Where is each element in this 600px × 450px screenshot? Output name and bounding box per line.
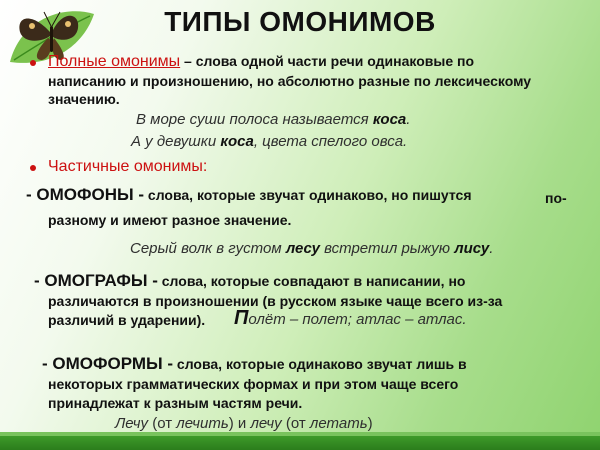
bullet-partial <box>30 165 36 171</box>
ex-text: А у девушки <box>131 133 221 150</box>
homoforms-def-line1: слова, которые одинаково звучат лишь в <box>176 356 467 372</box>
ex-text: лечить <box>176 415 229 432</box>
ex-text: (от <box>281 415 310 432</box>
ex-text: ) и <box>228 415 251 432</box>
full-definition <box>48 52 598 71</box>
full-def-line3: значению. <box>48 91 120 107</box>
homographs-def-line2: различаются в произношении (в русском языке чаще всего из-за <box>48 293 503 309</box>
ex-word: лису <box>454 240 490 257</box>
ex-text: ) <box>367 415 373 432</box>
ex-text: , цвета спелого овса. <box>253 133 408 150</box>
bullet-full <box>30 60 36 66</box>
homoforms-example <box>115 415 373 433</box>
homophones-line1 <box>26 186 472 204</box>
full-example-1 <box>136 111 410 129</box>
ex-text: . <box>489 240 494 257</box>
ex-word: коса <box>372 111 407 128</box>
ex-dropcap: П <box>234 307 249 329</box>
homophones-def-line1: слова, которые звучат одинаково, но пишутся <box>147 187 472 203</box>
bottom-bar <box>0 436 600 450</box>
homoforms-def-line3: принадлежат к разным частям речи. <box>48 395 303 411</box>
ex-text: (от <box>148 415 177 432</box>
ex-word: лесу <box>285 240 320 257</box>
homographs-def-line3: различий в ударении). <box>48 312 206 328</box>
partial-homonyms-term <box>48 157 207 176</box>
ex-text: летать <box>309 415 368 432</box>
homoforms-def-line2: некоторых грамматических формах и при этом чаще всего <box>48 376 459 392</box>
homographs-example <box>234 309 467 329</box>
full-def-line1: – слова одной части речи одинаковые по <box>184 53 474 69</box>
full-homonyms-term: Полные омонимы <box>48 53 181 70</box>
ex-text: Серый волк в густом <box>130 240 286 257</box>
ex-text: В море суши полоса называется <box>136 111 373 128</box>
homoforms-term: - ОМОФОРМЫ - <box>42 354 174 373</box>
page-title: ТИПЫ ОМОНИМОВ <box>164 6 436 37</box>
homographs-line1 <box>34 272 465 290</box>
homographs-def-line1: слова, которые совпадают в написании, но <box>161 273 466 289</box>
homographs-term: - ОМОГРАФЫ - <box>34 271 158 290</box>
homophones-example <box>130 240 493 258</box>
homoforms-line1 <box>42 355 467 373</box>
partial-term-text: Частичные омонимы: <box>48 158 208 175</box>
ex-text: встретил рыжую <box>319 240 455 257</box>
homophones-term: - ОМОФОНЫ - <box>26 185 145 204</box>
ex-text: Лечу <box>115 415 149 432</box>
ex-text: олёт – полет; атлас – атлас. <box>248 311 467 328</box>
homophones-def-tail: по- <box>545 190 567 206</box>
homophones-def-line2: разному и имеют разное значение. <box>48 212 292 228</box>
ex-text: . <box>406 111 411 128</box>
full-example-2 <box>131 133 407 151</box>
full-def-line2: написанию и произношению, но абсолютно разные по лексическому <box>48 73 532 89</box>
ex-text: лечу <box>250 415 282 432</box>
ex-word: коса <box>220 133 254 150</box>
